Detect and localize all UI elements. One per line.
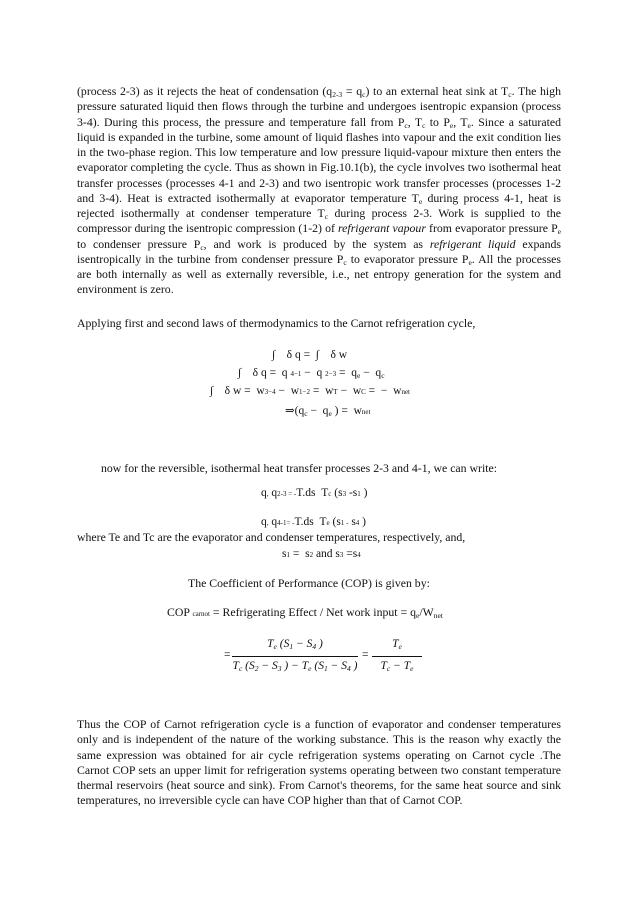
paragraph-cop-conclusion: Thus the COP of Carnot refrigeration cycle is a function of evaporator and condenser temperatures only and is independent of the nature of the working substance. This is the reason why exactly the same expression was obtained for air cycle refrigeration systems operating on Carnot cycle .The Carnot COP sets an upper limit for refrigeration systems operating between two constant temperature thermal reservoirs (heat source and sink). From Carnot's theorems, for the same heat source and sink temperatures, no irreversible cycle can have COP higher than that of Carnot COP. <box>77 717 561 808</box>
paragraph-where-te-tc: where Te and Tc are the evaporator and condenser temperatures, respectively, and, <box>77 530 466 544</box>
fraction-1-bar <box>232 656 358 657</box>
paragraph-reversible-isothermal: now for the reversible, isothermal heat transfer processes 2-3 and 4-1, we can write: <box>101 461 498 475</box>
fraction-2-bar <box>372 656 422 657</box>
equation-entropy-equal: s1 = s2 and s3 =s4 <box>282 548 361 560</box>
fraction-2-denominator: $T_c - T_e$ <box>380 660 414 673</box>
equation-work-sum: ∫ δ w = w3−4 − w1−2 = wT − wC = − wnet <box>210 385 411 397</box>
paragraph-carnot-description: (process 2-3) as it rejects the heat of condensation $(q_{2-3} = q_c)$ to an external heat sink at $T_c$. The high pressure saturated liquid then flows through the turbine and undergoes isentropic expansion (process 3-4). During this process, the pressure and temperature fall from $P_c$, $T_c$ to $P_e$, $T_e$. Since a saturated liquid is expanded in the turbine, some amount of liquid flashes into vapour and the exit condition lies in the two-phase region. This low temperature and low pressure liquid-vapour mixture then enters the evaporator completing the cycle. Thus as shown in Fig.10.1(b), the cycle involves two isothermal heat transfer processes (processes 4-1 and 2-3) and two isentropic work transfer processes (processes 1-2 and 3-4). Heat is extracted isothermally at evaporator temperature $T_e$ during process 4-1, heat is rejected isothermally at condenser temperature $T_c$ during process 2-3. Work is supplied to the compressor during the isentropic compression (1-2) of refrigerant vapour from evaporator pressure $P_e$ to condenser pressure $P_c$, and work is produced by the system as refrigerant liquid expands isentropically in the turbine from condenser pressure $P_c$ to evaporator pressure $P_e$. All the processes are both internally as well as externally reversible, i.e., net entropy generation for the system and environment is zero. <box>77 84 562 297</box>
paragraph-applying-laws: Applying first and second laws of thermodynamics to the Carnot refrigeration cycle, <box>77 316 476 330</box>
equation-q23: q, q2-3 = -T.ds Tc (s3 -s1 ) <box>261 487 368 499</box>
equation-net-work: $\Rightarrow(q_c - q_e$ ) = wnet <box>285 405 371 418</box>
fraction-2-numerator: $T_e$ <box>392 638 402 651</box>
cop-heading: The Coefficient of Performance (COP) is given by: <box>188 576 430 590</box>
equation-q41: q, q4-1= -T.ds Te (s1 - s4 ) <box>261 516 367 528</box>
cop-definition: COP carnot = Refrigerating Effect / Net work input = $q_e/W_{net}$ <box>167 605 443 620</box>
equals-sign-2: = <box>362 649 369 661</box>
fraction-1-numerator: $T_e$ ($S_1 - S_4$ ) <box>267 638 323 651</box>
equation-cyclic-integral: ∫ δ q = ∫ δ w <box>272 349 348 361</box>
equals-sign-1: = <box>224 649 231 661</box>
equation-heat-sum: ∫ δ q = q 4−1 − q $2-3 = q_e - q_c$ <box>238 367 385 380</box>
fraction-1-denominator: $T_c$ ($S_2 - S_3$ ) − $T_e$ ($S_1 - S_4$ ) <box>232 660 358 673</box>
